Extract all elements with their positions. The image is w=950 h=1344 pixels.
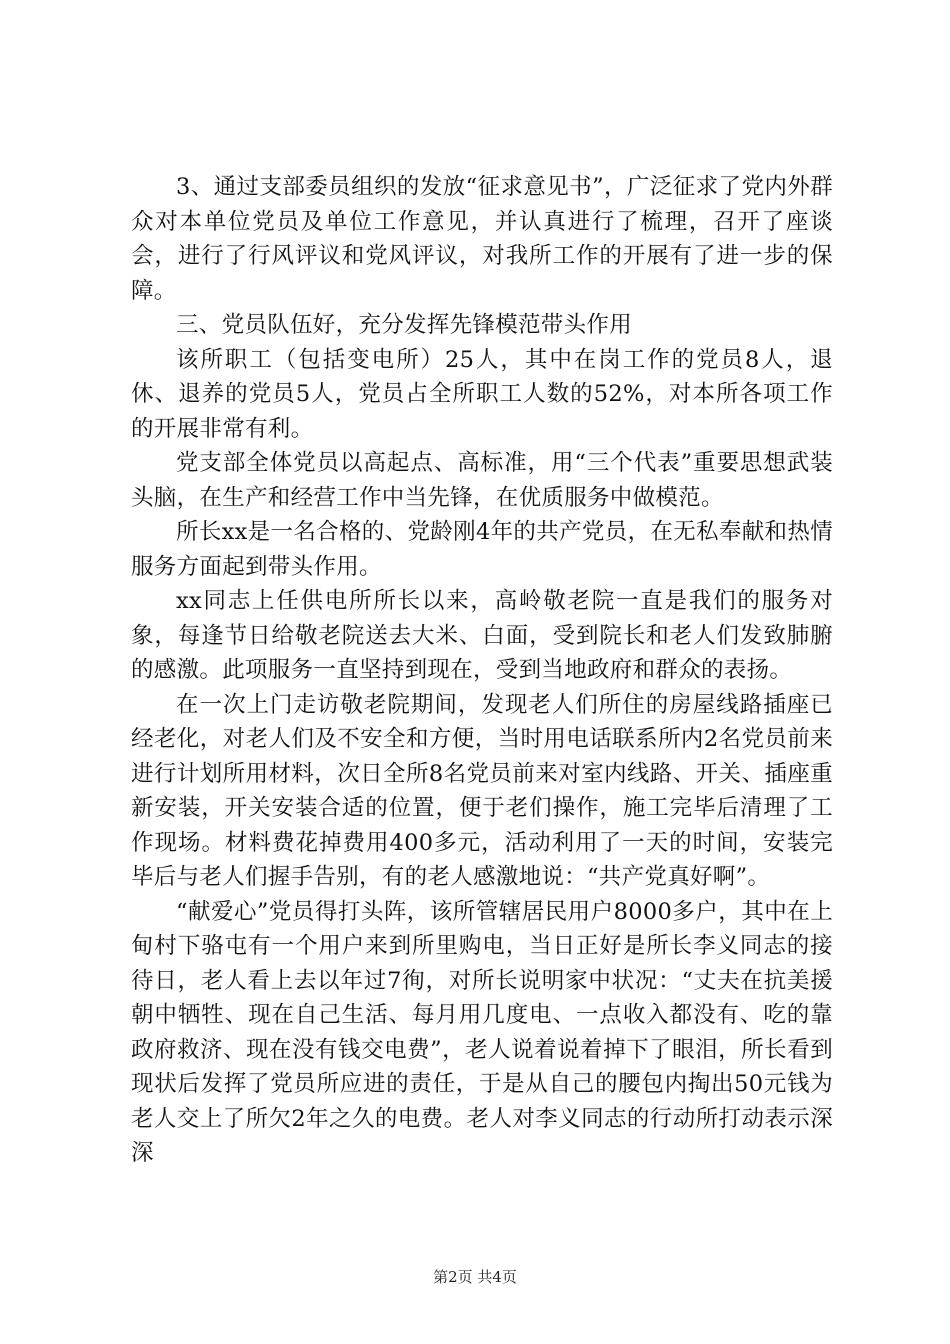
page-footer: 第2页 共4页 — [433, 1268, 517, 1286]
section-heading: 三、党员队伍好，充分发挥先锋模范带头作用 — [176, 312, 633, 338]
paragraph-director: 所长xx是一名合格的、党龄刚4年的共产党员，在无私奉献和热情服务方面起到带头作用。 — [131, 519, 833, 580]
paragraph-party-members: 党支部全体党员以高起点、高标准，用“三个代表”重要思想武装头脑，在生产和经营工作中当先锋，在优质服务中做模范。 — [131, 450, 833, 511]
paragraph-wiring-repair: 在一次上门走访敬老院期间，发现老人们所住的房屋线路插座已经老化，对老人们及不安全和方便，当时用电话联系所内2名党员前来进行计划所用材料，次日全所8名党员前来对室内线路、开关、插座重新安装，开关安装合适的位置，便于老们操作，施工完毕后清理了工作现场。材料费花掉费用400多元，活动利用了一天的时间，安装完毕后与老人们握手告别，有的老人感激地说：“共产党真好啊”。 — [131, 691, 833, 890]
document-body — [131, 170, 833, 1171]
paragraph-feedback: 3、通过支部委员组织的发放“征求意见书”，广泛征求了党内外群众对本单位党员及单位工作意见，并认真进行了梳理，召开了座谈会，进行了行风评议和党风评议，对我所工作的开展有了进一步的保障。 — [131, 174, 833, 304]
paragraph-charity: “献爱心”党员得打头阵，该所管辖居民用户8000多户，其中在上甸村下骆屯有一个用户来到所里购电，当日正好是所长李义同志的接待日，老人看上去以年过7徇，对所长说明家中状况：“丈夫在抗美援朝中牺牲、现在自己生活、每月用几度电、一点收入都没有、吃的靠政府救济、现在没有钱交电费”，老人说着说着掉下了眼泪，所长看到现状后发挥了党员所应进的责任，于是从自己的腰包内掏出50元钱为老人交上了所欠2年之久的电费。老人对李义同志的行动所打动表示深深 — [131, 898, 833, 1166]
paragraph-nursing-home: xx同志上任供电所所长以来，高岭敬老院一直是我们的服务对象，每逢节日给敬老院送去大米、白面，受到院长和老人们发致肺腑的感激。此项服务一直坚持到现在，受到当地政府和群众的表扬。 — [131, 588, 833, 683]
paragraph-staff: 该所职工（包括变电所）25人，其中在岗工作的党员8人，退休、退养的党员5人，党员占全所职工人数的52%，对本所各项工作的开展非常有利。 — [131, 346, 833, 442]
